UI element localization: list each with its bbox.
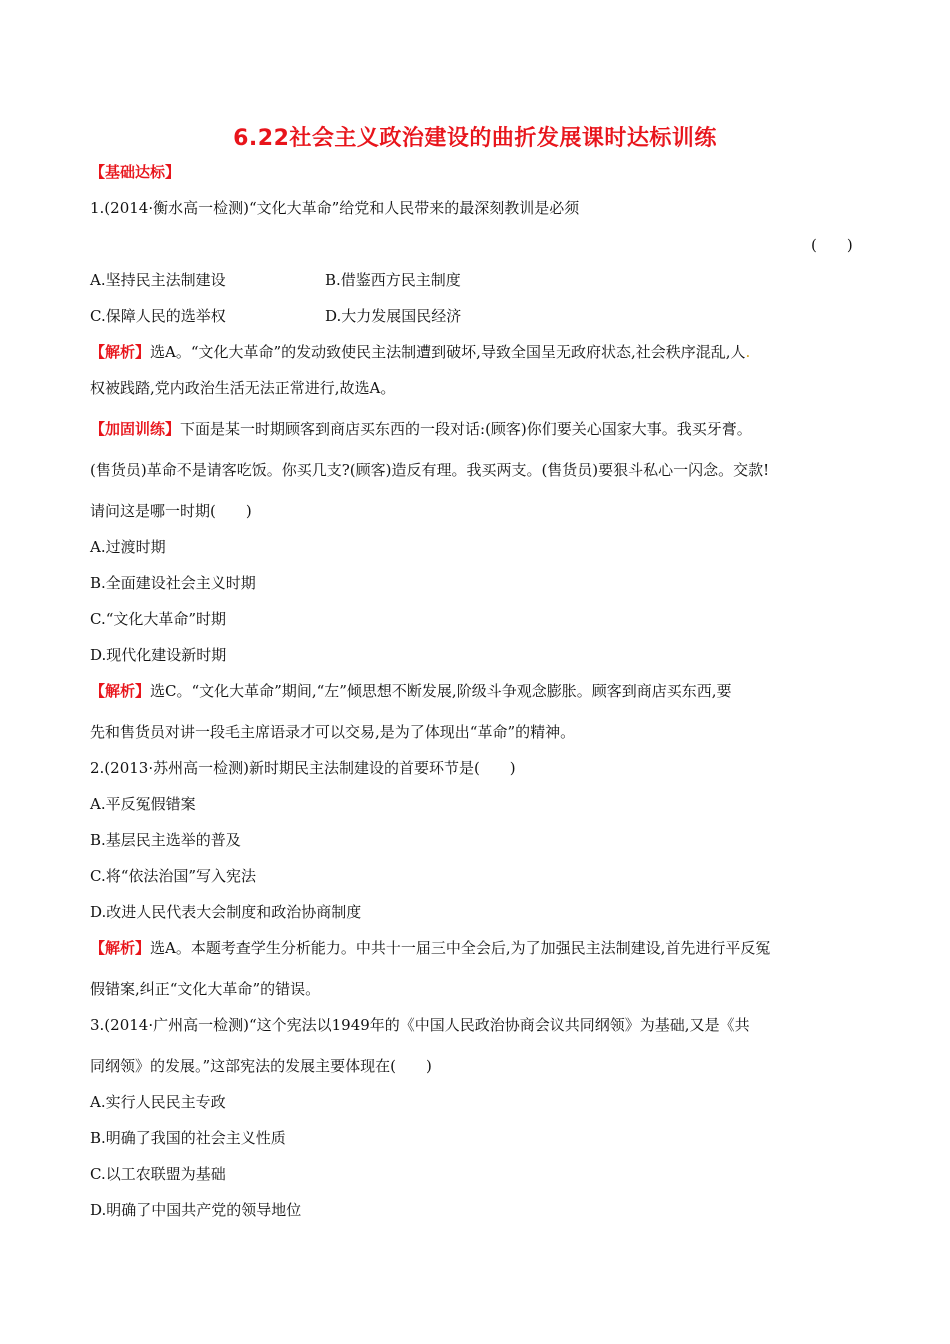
q1-option-a: A.坚持民主法制建设 <box>90 271 226 289</box>
extra-line2: (售货员)革命不是请客吃饭。你买几支?(顾客)造反有理。我买两支。(售货员)要狠斗私心一闪念。交款! <box>90 461 770 479</box>
q3-stem-line1: 3.(2014·广州高一检测)“这个宪法以1949年的《中国人民政治协商会议共同纲领》为基础,又是《共 <box>90 1016 750 1034</box>
q2-option-a: A.平反冤假错案 <box>90 795 196 813</box>
extra-option-c: C.“文化大革命”时期 <box>90 610 227 628</box>
extra-line1 <box>90 419 752 439</box>
analysis-label: 【解析】 <box>90 682 151 700</box>
q3-option-d: D.明确了中国共产党的领导地位 <box>90 1201 302 1219</box>
extra-label: 【加固训练】 <box>90 420 181 438</box>
q3-stem-line2: 同纲领》的发展。”这部宪法的发展主要体现在( ) <box>90 1057 432 1075</box>
q2-option-b: B.基层民主选举的普及 <box>90 831 241 849</box>
q1-stem: 1.(2014·衡水高一检测)“文化大革命”给党和人民带来的最深刻教训是必须 <box>90 199 580 217</box>
extra-line3: 请问这是哪一时期( ) <box>90 502 252 520</box>
q3-option-c: C.以工农联盟为基础 <box>90 1165 226 1183</box>
section-basic-heading: 【基础达标】 <box>90 163 181 181</box>
q2-stem: 2.(2013·苏州高一检测)新时期民主法制建设的首要环节是( ) <box>90 759 516 777</box>
q1-analysis-text1: 选A。“文化大革命”的发动致使民主法制遭到破坏,导致全国呈无政府状态,社会秩序混乱,人 <box>150 343 746 361</box>
q1-option-b: B.借鉴西方民主制度 <box>325 271 461 289</box>
extra-text1: 下面是某一时期顾客到商店买东西的一段对话:(顾客)你们要关心国家大事。我买牙膏。 <box>180 420 752 438</box>
q1-analysis-line1 <box>90 342 750 362</box>
q1-option-d: D.大力发展国民经济 <box>325 307 462 325</box>
page-title: 6.22社会主义政治建设的曲折发展课时达标训练 <box>233 126 717 151</box>
extra-option-d: D.现代化建设新时期 <box>90 646 227 664</box>
q2-analysis-line1 <box>90 938 770 958</box>
analysis-label: 【解析】 <box>90 939 151 957</box>
q1-analysis-dot: . <box>745 343 751 361</box>
q2-option-d: D.改进人民代表大会制度和政治协商制度 <box>90 903 362 921</box>
q2-analysis-line2: 假错案,纠正“文化大革命”的错误。 <box>90 980 321 998</box>
extra-analysis-line2: 先和售货员对讲一段毛主席语录才可以交易,是为了体现出“革命”的精神。 <box>90 723 576 741</box>
analysis-label: 【解析】 <box>90 343 151 361</box>
extra-option-a: A.过渡时期 <box>90 538 166 556</box>
extra-option-b: B.全面建设社会主义时期 <box>90 574 256 592</box>
extra-analysis-text1: 选C。“文化大革命”期间,“左”倾思想不断发展,阶级斗争观念膨胀。顾客到商店买东西,要 <box>150 682 732 700</box>
q1-option-c: C.保障人民的选举权 <box>90 307 226 325</box>
q1-analysis-line2: 权被践踏,党内政治生活无法正常进行,故选A。 <box>90 379 396 397</box>
extra-analysis-line1 <box>90 681 731 701</box>
q3-option-a: A.实行人民民主专政 <box>90 1093 226 1111</box>
q3-option-b: B.明确了我国的社会主义性质 <box>90 1129 286 1147</box>
q1-answer-paren: ( ) <box>811 236 853 254</box>
q2-option-c: C.将“依法治国”写入宪法 <box>90 867 257 885</box>
q2-analysis-text1: 选A。本题考查学生分析能力。中共十一届三中全会后,为了加强民主法制建设,首先进行平反冤 <box>150 939 771 957</box>
